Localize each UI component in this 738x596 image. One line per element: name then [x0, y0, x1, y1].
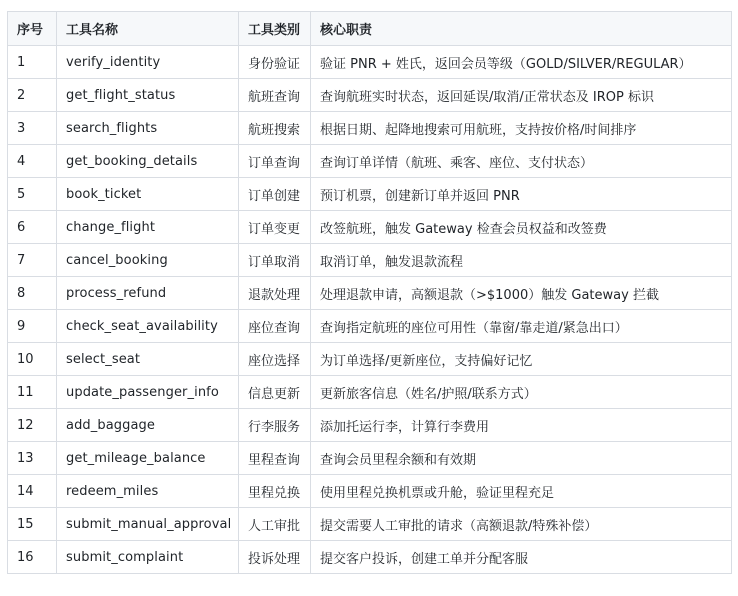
table-row: [8, 244, 732, 277]
table-row: [8, 178, 732, 211]
cell-core-duty: 查询航班实时状态，返回延误/取消/正常状态及 IROP 标识: [311, 79, 732, 112]
cell-index: 2: [8, 79, 57, 112]
table-row: [8, 442, 732, 475]
header-row: [8, 12, 732, 46]
cell-core-duty: 根据日期、起降地搜索可用航班，支持按价格/时间排序: [311, 112, 732, 145]
cell-core-duty: 查询指定航班的座位可用性（靠窗/靠走道/紧急出口）: [311, 310, 732, 343]
cell-tool-category: 航班搜索: [239, 112, 311, 145]
cell-tool-name: get_flight_status: [57, 79, 239, 112]
cell-tool-category: 行李服务: [239, 409, 311, 442]
table-row: [8, 211, 732, 244]
table-row: [8, 310, 732, 343]
cell-tool-name: cancel_booking: [57, 244, 239, 277]
cell-core-duty: 添加托运行李，计算行李费用: [311, 409, 732, 442]
cell-tool-category: 退款处理: [239, 277, 311, 310]
header-tool-category: 工具类别: [239, 12, 311, 46]
cell-index: 10: [8, 343, 57, 376]
cell-tool-name: update_passenger_info: [57, 376, 239, 409]
table-row: [8, 112, 732, 145]
cell-index: 12: [8, 409, 57, 442]
table-row: [8, 541, 732, 574]
cell-index: 6: [8, 211, 57, 244]
cell-index: 8: [8, 277, 57, 310]
cell-tool-category: 航班查询: [239, 79, 311, 112]
cell-tool-name: redeem_miles: [57, 475, 239, 508]
table-header: [8, 12, 732, 46]
table-row: [8, 79, 732, 112]
cell-tool-category: 订单查询: [239, 145, 311, 178]
cell-core-duty: 为订单选择/更新座位，支持偏好记忆: [311, 343, 732, 376]
cell-tool-category: 订单变更: [239, 211, 311, 244]
cell-tool-name: select_seat: [57, 343, 239, 376]
cell-tool-name: submit_manual_approval: [57, 508, 239, 541]
tool-table-container: [7, 11, 731, 574]
table-row: [8, 46, 732, 79]
table-row: [8, 409, 732, 442]
table-row: [8, 343, 732, 376]
table-row: [8, 475, 732, 508]
cell-index: 1: [8, 46, 57, 79]
cell-index: 5: [8, 178, 57, 211]
cell-index: 13: [8, 442, 57, 475]
cell-tool-name: get_booking_details: [57, 145, 239, 178]
header-tool-name: 工具名称: [57, 12, 239, 46]
cell-tool-category: 里程查询: [239, 442, 311, 475]
cell-tool-name: get_mileage_balance: [57, 442, 239, 475]
cell-core-duty: 处理退款申请，高额退款（>$1000）触发 Gateway 拦截: [311, 277, 732, 310]
cell-tool-name: change_flight: [57, 211, 239, 244]
cell-tool-name: verify_identity: [57, 46, 239, 79]
cell-index: 15: [8, 508, 57, 541]
cell-tool-category: 人工审批: [239, 508, 311, 541]
cell-core-duty: 预订机票，创建新订单并返回 PNR: [311, 178, 732, 211]
header-index: 序号: [8, 12, 57, 46]
cell-index: 7: [8, 244, 57, 277]
cell-index: 16: [8, 541, 57, 574]
cell-tool-category: 订单取消: [239, 244, 311, 277]
cell-tool-category: 订单创建: [239, 178, 311, 211]
table-row: [8, 508, 732, 541]
cell-core-duty: 改签航班，触发 Gateway 检查会员权益和改签费: [311, 211, 732, 244]
cell-core-duty: 取消订单，触发退款流程: [311, 244, 732, 277]
cell-index: 14: [8, 475, 57, 508]
table-row: [8, 376, 732, 409]
cell-core-duty: 查询订单详情（航班、乘客、座位、支付状态）: [311, 145, 732, 178]
cell-tool-category: 投诉处理: [239, 541, 311, 574]
cell-core-duty: 提交客户投诉，创建工单并分配客服: [311, 541, 732, 574]
cell-tool-name: process_refund: [57, 277, 239, 310]
cell-tool-name: add_baggage: [57, 409, 239, 442]
cell-tool-name: submit_complaint: [57, 541, 239, 574]
cell-tool-category: 信息更新: [239, 376, 311, 409]
cell-tool-name: search_flights: [57, 112, 239, 145]
tool-table: [7, 11, 732, 574]
cell-tool-name: check_seat_availability: [57, 310, 239, 343]
cell-tool-category: 身份验证: [239, 46, 311, 79]
cell-tool-name: book_ticket: [57, 178, 239, 211]
cell-tool-category: 座位查询: [239, 310, 311, 343]
table-body: [8, 46, 732, 574]
cell-core-duty: 查询会员里程余额和有效期: [311, 442, 732, 475]
cell-core-duty: 使用里程兑换机票或升舱，验证里程充足: [311, 475, 732, 508]
cell-index: 11: [8, 376, 57, 409]
cell-core-duty: 提交需要人工审批的请求（高额退款/特殊补偿）: [311, 508, 732, 541]
table-row: [8, 145, 732, 178]
cell-tool-category: 座位选择: [239, 343, 311, 376]
cell-index: 3: [8, 112, 57, 145]
cell-core-duty: 验证 PNR + 姓氏，返回会员等级（GOLD/SILVER/REGULAR）: [311, 46, 732, 79]
cell-index: 4: [8, 145, 57, 178]
table-row: [8, 277, 732, 310]
cell-index: 9: [8, 310, 57, 343]
cell-tool-category: 里程兑换: [239, 475, 311, 508]
header-core-duty: 核心职责: [311, 12, 732, 46]
cell-core-duty: 更新旅客信息（姓名/护照/联系方式）: [311, 376, 732, 409]
